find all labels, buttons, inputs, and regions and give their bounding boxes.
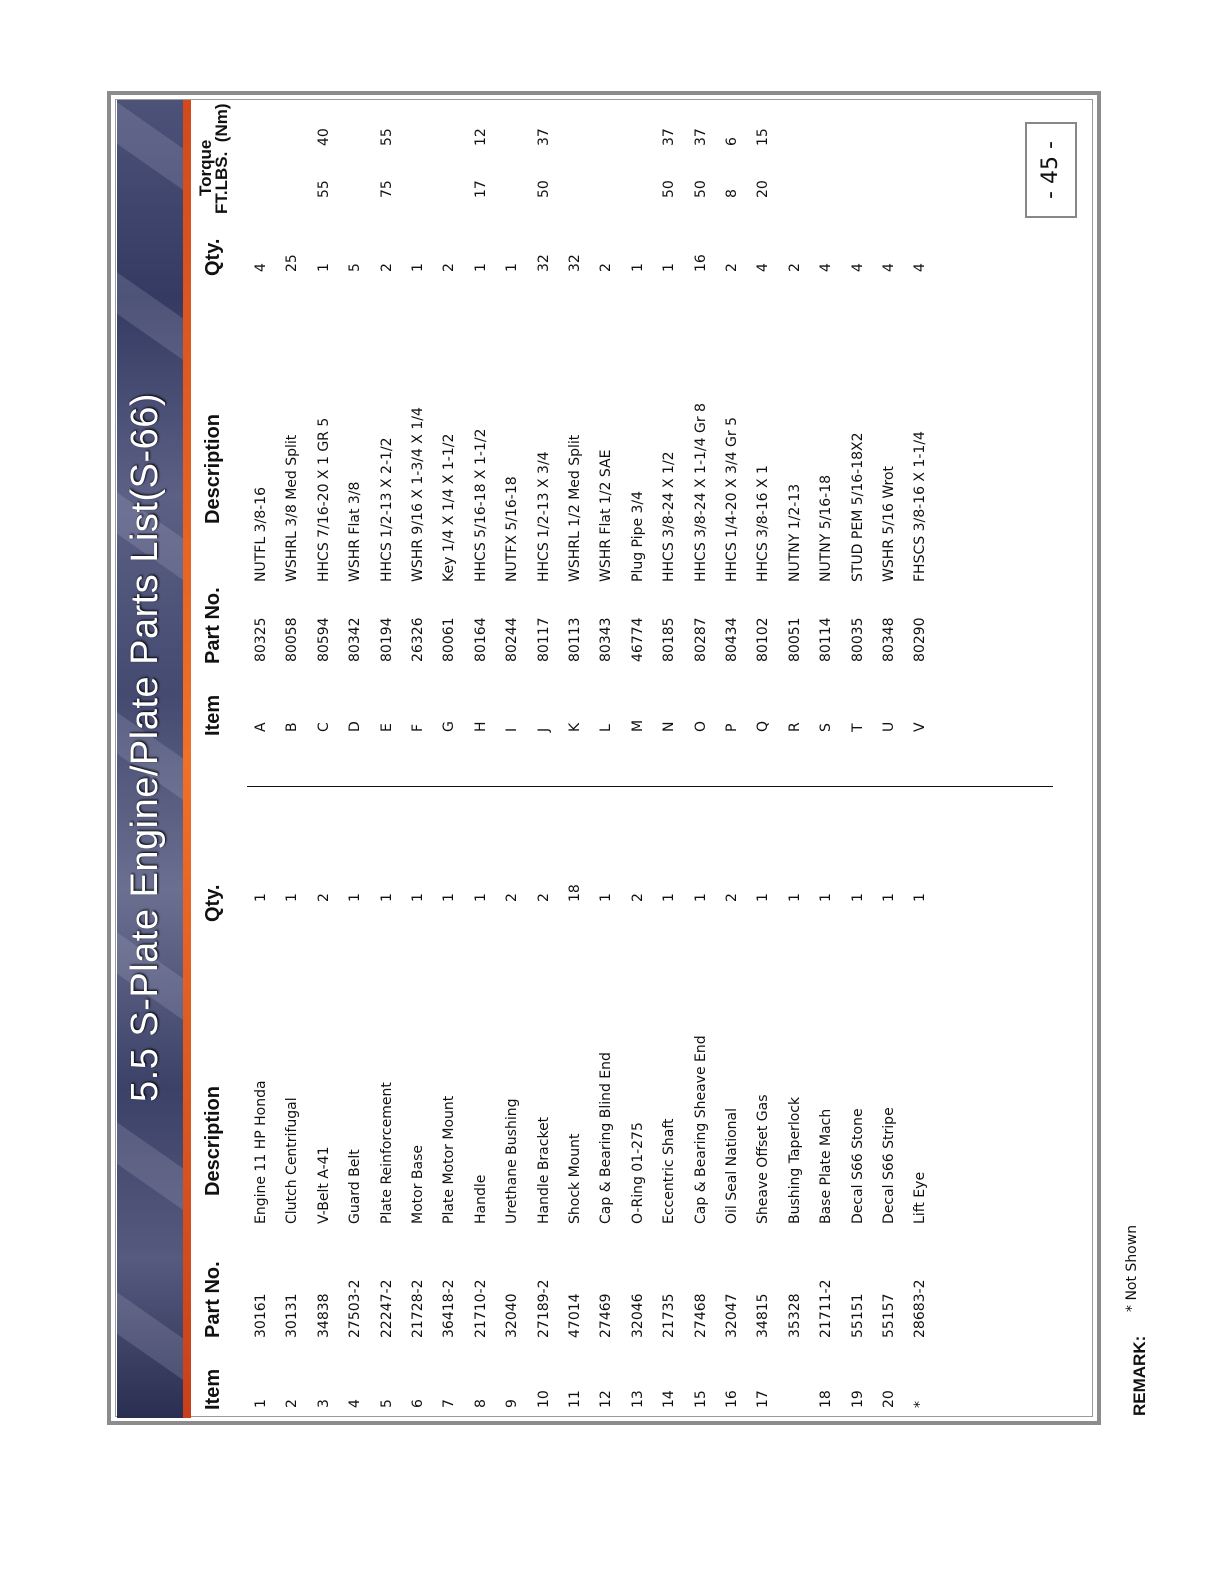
cell-qty: 1 <box>441 893 458 902</box>
cell-item: E <box>378 723 395 732</box>
page-title: 5.5 S-Plate Engine/Plate Parts List(S-66) <box>124 392 166 1102</box>
left-header-qty: Qty. <box>202 884 224 922</box>
cell-description: Key 1/4 X 1/4 X 1-1/2 <box>441 433 458 582</box>
cell-item: S <box>818 723 835 732</box>
cell-part-no: 30131 <box>284 1293 301 1338</box>
cell-item: 8 <box>472 1399 489 1408</box>
left-header-item: Item <box>202 1368 224 1410</box>
cell-part-no: 30161 <box>253 1293 269 1338</box>
cell-torque-nm: 37 <box>661 128 678 146</box>
cell-item: G <box>441 721 458 732</box>
cell-item: Q <box>755 720 772 732</box>
cell-description: Engine 11 HP Honda <box>253 1080 269 1224</box>
cell-qty: 2 <box>598 263 615 272</box>
page-number: - 45 - <box>1025 122 1077 218</box>
cell-part-no: 80164 <box>472 617 489 662</box>
cell-description: NUTNY 1/2-13 <box>786 483 803 582</box>
cell-qty: 1 <box>881 893 897 902</box>
cell-description: NUTFX 5/16-18 <box>504 476 521 582</box>
cell-qty: 2 <box>315 893 332 902</box>
cell-item: P <box>724 723 740 732</box>
cell-qty: 1 <box>912 893 929 902</box>
cell-item: A <box>253 722 269 732</box>
cell-description: WSHRL 1/2 Med Split <box>567 434 583 582</box>
cell-part-no: 27503-2 <box>347 1279 364 1338</box>
cell-qty: 4 <box>881 263 897 272</box>
cell-part-no: 34838 <box>315 1293 332 1338</box>
cell-item: 20 <box>881 1390 897 1408</box>
cell-description: STUD PEM 5/16-18X2 <box>849 432 866 582</box>
cell-qty: 2 <box>629 893 646 902</box>
cell-qty: 1 <box>378 893 395 902</box>
cell-description: WSHR 5/16 Wrot <box>881 465 897 582</box>
cell-description: NUTFL 3/8-16 <box>253 487 269 582</box>
cell-part-no: 28683-2 <box>912 1279 929 1338</box>
cell-item: 4 <box>347 1399 364 1408</box>
cell-part-no: 55157 <box>881 1293 897 1338</box>
cell-part-no: 32047 <box>724 1293 740 1338</box>
cell-part-no: 80117 <box>535 617 552 662</box>
cell-part-no: 80434 <box>724 617 740 662</box>
cell-description: Lift Eye <box>912 1171 929 1224</box>
cell-qty: 1 <box>253 893 269 902</box>
cell-item: C <box>315 722 332 732</box>
torque-nm: (Nm) <box>212 103 231 143</box>
cell-item: 3 <box>315 1399 332 1408</box>
cell-description: HHCS 1/4-20 X 3/4 Gr 5 <box>724 417 740 582</box>
cell-description: FHSCS 3/8-16 X 1-1/4 <box>912 431 929 582</box>
cell-item: U <box>881 721 897 732</box>
cell-item: J <box>535 727 552 732</box>
cell-part-no: 80035 <box>849 617 866 662</box>
cell-torque-nm: 37 <box>692 128 709 146</box>
cell-qty: 1 <box>472 893 489 902</box>
cell-description: Base Plate Mach <box>818 1108 835 1224</box>
cell-part-no: 34815 <box>755 1293 772 1338</box>
right-header-item: Item <box>202 694 224 736</box>
cell-description: Handle Bracket <box>535 1116 552 1224</box>
cell-item: K <box>567 722 583 732</box>
cell-part-no: 27189-2 <box>535 1279 552 1338</box>
cell-item: 19 <box>849 1390 866 1408</box>
cell-description: HHCS 5/16-18 X 1-1/2 <box>472 428 489 582</box>
cell-qty: 4 <box>253 263 269 272</box>
cell-description: Plug Pipe 3/4 <box>629 490 646 582</box>
cell-description: HHCS 7/16-20 X 1 GR 5 <box>315 417 332 582</box>
left-header-description: Description <box>202 1085 224 1196</box>
cell-part-no: 32040 <box>504 1293 521 1338</box>
table-divider <box>247 786 1053 787</box>
cell-item: L <box>598 724 615 732</box>
cell-torque-nm: 37 <box>535 128 552 146</box>
cell-part-no: 27469 <box>598 1293 615 1338</box>
cell-description: Clutch Centrifugal <box>284 1097 301 1224</box>
cell-item: R <box>786 722 803 732</box>
cell-item: 12 <box>598 1390 615 1408</box>
cell-torque-ftlbs: 50 <box>692 180 709 198</box>
cell-part-no: 36418-2 <box>441 1279 458 1338</box>
cell-item: T <box>849 723 866 732</box>
remark-text: * Not Shown <box>1124 1224 1140 1312</box>
cell-item: 7 <box>441 1399 458 1408</box>
cell-description: HHCS 1/2-13 X 3/4 <box>535 451 552 582</box>
cell-qty: 2 <box>786 263 803 272</box>
cell-qty: 4 <box>849 263 866 272</box>
cell-torque-nm: 55 <box>378 128 395 146</box>
cell-description: Urethane Bushing <box>504 1098 521 1224</box>
cell-torque-nm: 15 <box>755 128 772 146</box>
cell-part-no: 80194 <box>378 617 395 662</box>
cell-part-no: 80114 <box>818 617 835 662</box>
cell-description: WSHR Flat 1/2 SAE <box>598 449 615 582</box>
cell-description: WSHR Flat 3/8 <box>347 481 364 582</box>
cell-qty: 5 <box>347 263 364 272</box>
cell-qty: 16 <box>692 254 709 272</box>
cell-torque-ftlbs: 50 <box>535 180 552 198</box>
cell-torque-nm: 12 <box>472 128 489 146</box>
cell-description: Decal S66 Stripe <box>881 1107 897 1224</box>
cell-part-no: 35328 <box>786 1293 803 1338</box>
cell-qty: 2 <box>724 893 740 902</box>
torque-title: Torque <box>196 139 215 196</box>
remark-label: REMARK: <box>1130 1335 1149 1416</box>
cell-description: Eccentric Shaft <box>661 1118 678 1224</box>
cell-torque-ftlbs: 75 <box>378 180 395 198</box>
cell-torque-ftlbs: 50 <box>661 180 678 198</box>
cell-qty: 1 <box>692 893 709 902</box>
cell-qty: 2 <box>441 263 458 272</box>
cell-item: I <box>504 727 521 732</box>
torque-ftlbs: FT.LBS. <box>212 151 231 214</box>
cell-qty: 1 <box>755 893 772 902</box>
cell-part-no: 47014 <box>567 1293 583 1338</box>
cell-part-no: 80102 <box>755 617 772 662</box>
cell-item: O <box>692 720 709 732</box>
cell-qty: 1 <box>818 893 835 902</box>
cell-qty: 32 <box>567 254 583 272</box>
cell-item: 13 <box>629 1390 646 1408</box>
right-header-qty: Qty. <box>202 238 224 276</box>
cell-part-no: 80325 <box>253 617 269 662</box>
cell-item: D <box>347 721 364 732</box>
cell-description: Guard Belt <box>347 1149 364 1224</box>
cell-torque-nm: 40 <box>315 128 332 146</box>
cell-qty: 2 <box>378 263 395 272</box>
cell-description: Bushing Taperlock <box>786 1096 803 1224</box>
cell-qty: 1 <box>629 263 646 272</box>
cell-description: WSHRL 3/8 Med Split <box>284 434 301 582</box>
cell-item: 6 <box>410 1399 426 1408</box>
cell-torque-ftlbs: 17 <box>472 180 489 198</box>
right-header-part-no: Part No. <box>202 587 224 664</box>
cell-torque-nm: 6 <box>724 137 740 146</box>
cell-qty: 4 <box>755 263 772 272</box>
cell-qty: 4 <box>818 263 835 272</box>
cell-part-no: 27468 <box>692 1293 709 1338</box>
cell-qty: 1 <box>504 263 521 272</box>
left-header-part-no: Part No. <box>202 1261 224 1338</box>
cell-qty: 1 <box>347 893 364 902</box>
cell-description: V-Belt A-41 <box>315 1146 332 1224</box>
cell-description: Shock Mount <box>567 1133 583 1224</box>
cell-part-no: 22247-2 <box>378 1279 395 1338</box>
cell-item: H <box>472 721 489 732</box>
cell-qty: 1 <box>849 893 866 902</box>
cell-torque-ftlbs: 55 <box>315 180 332 198</box>
cell-description: O-Ring 01-275 <box>629 1122 646 1224</box>
cell-part-no: 80348 <box>881 617 897 662</box>
cell-qty: 32 <box>535 254 552 272</box>
cell-part-no: 21735 <box>661 1293 678 1338</box>
cell-description: Motor Base <box>410 1145 426 1224</box>
cell-part-no: 21711-2 <box>818 1279 835 1338</box>
cell-part-no: 46774 <box>629 617 646 662</box>
cell-qty: 25 <box>284 254 301 272</box>
cell-item: N <box>661 721 678 732</box>
cell-part-no: 80058 <box>284 617 301 662</box>
cell-part-no: 80290 <box>912 617 929 662</box>
cell-item: 5 <box>378 1399 395 1408</box>
right-header-description: Description <box>202 413 224 524</box>
cell-part-no: 80343 <box>598 617 615 662</box>
cell-item: 14 <box>661 1390 678 1408</box>
cell-description: Decal S66 Stone <box>849 1108 866 1224</box>
cell-part-no: 80051 <box>786 617 803 662</box>
cell-description: HHCS 3/8-24 X 1/2 <box>661 451 678 582</box>
cell-description: Plate Motor Mount <box>441 1095 458 1224</box>
cell-description: Plate Reinforcement <box>378 1082 395 1224</box>
cell-qty: 1 <box>284 893 301 902</box>
cell-qty: 2 <box>504 893 521 902</box>
cell-part-no: 32046 <box>629 1293 646 1338</box>
cell-item: B <box>284 722 301 732</box>
cell-qty: 2 <box>535 893 552 902</box>
cell-item: 17 <box>755 1390 772 1408</box>
cell-qty: 1 <box>410 263 426 272</box>
cell-part-no: 80244 <box>504 617 521 662</box>
cell-description: HHCS 3/8-16 X 1 <box>755 465 772 582</box>
cell-qty: 1 <box>661 263 678 272</box>
cell-part-no: 80594 <box>315 617 332 662</box>
cell-item: * <box>912 1401 929 1408</box>
cell-item: 2 <box>284 1399 301 1408</box>
cell-description: HHCS 1/2-13 X 2-1/2 <box>378 437 395 582</box>
cell-item: 1 <box>253 1399 269 1408</box>
cell-item: 11 <box>567 1390 583 1408</box>
right-header-torque <box>198 103 230 214</box>
cell-qty: 2 <box>724 263 740 272</box>
cell-part-no: 55151 <box>849 1293 866 1338</box>
cell-qty: 1 <box>598 893 615 902</box>
cell-description: WSHR 9/16 X 1-3/4 X 1/4 <box>410 407 426 582</box>
cell-qty: 1 <box>786 893 803 902</box>
cell-qty: 4 <box>912 263 929 272</box>
cell-qty: 18 <box>567 884 583 902</box>
cell-description: Cap & Bearing Blind End <box>598 1052 615 1224</box>
cell-qty: 1 <box>410 893 426 902</box>
cell-part-no: 80113 <box>567 617 583 662</box>
cell-item: 15 <box>692 1390 709 1408</box>
cell-item: F <box>410 723 426 732</box>
cell-qty: 1 <box>661 893 678 902</box>
cell-part-no: 80287 <box>692 617 709 662</box>
cell-part-no: 21728-2 <box>410 1279 426 1338</box>
cell-torque-ftlbs: 8 <box>724 189 740 198</box>
cell-item: 16 <box>724 1390 740 1408</box>
cell-qty: 1 <box>315 263 332 272</box>
cell-description: Oil Seal National <box>724 1107 740 1224</box>
cell-item: M <box>629 719 646 732</box>
cell-part-no: 26326 <box>410 617 426 662</box>
cell-part-no: 80185 <box>661 617 678 662</box>
cell-description: NUTNY 5/16-18 <box>818 474 835 582</box>
cell-part-no: 21710-2 <box>472 1279 489 1338</box>
cell-item: 10 <box>535 1390 552 1408</box>
cell-item: 18 <box>818 1390 835 1408</box>
cell-torque-ftlbs: 20 <box>755 180 772 198</box>
cell-item: V <box>912 722 929 732</box>
cell-qty: 1 <box>472 263 489 272</box>
cell-description: Sheave Offset Gas <box>755 1094 772 1224</box>
cell-description: HHCS 3/8-24 X 1-1/4 Gr 8 <box>692 403 709 582</box>
cell-part-no: 80342 <box>347 617 364 662</box>
cell-part-no: 80061 <box>441 617 458 662</box>
cell-item: 9 <box>504 1399 521 1408</box>
cell-description: Cap & Bearing Sheave End <box>692 1035 709 1224</box>
cell-description: Handle <box>472 1174 489 1224</box>
